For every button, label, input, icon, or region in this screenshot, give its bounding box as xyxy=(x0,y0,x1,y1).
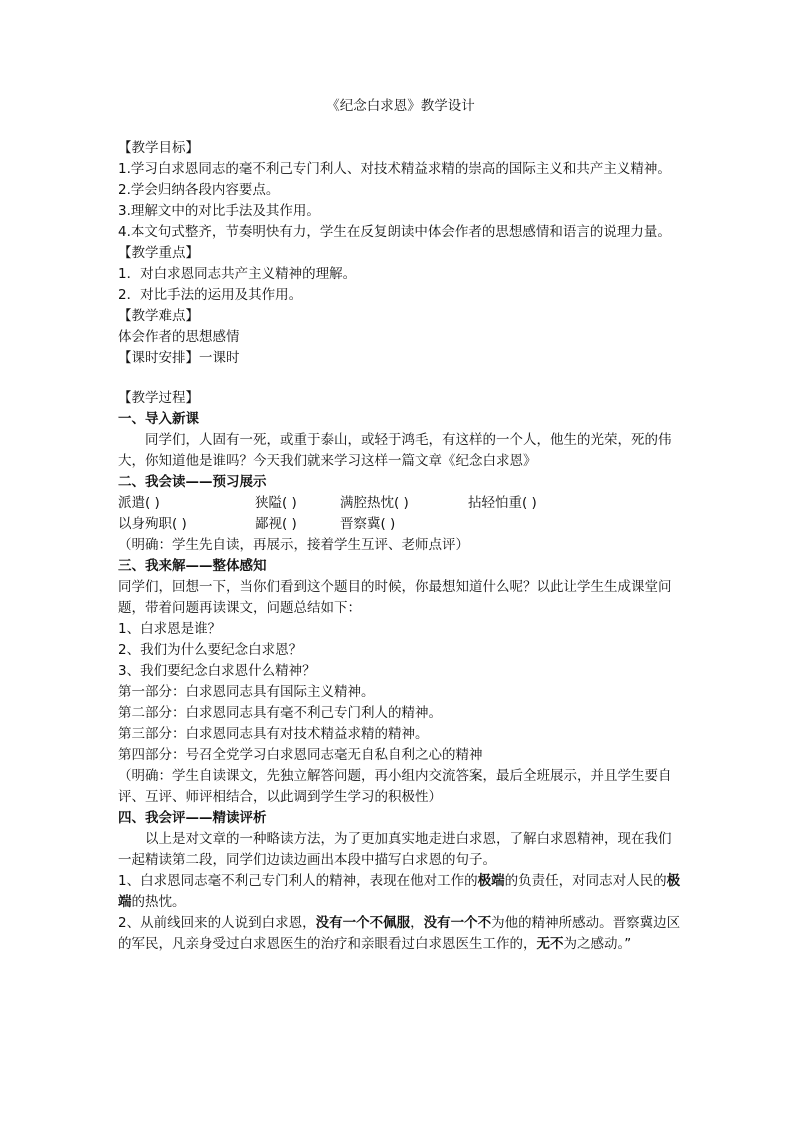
question-item: 1、白求恩是谁？ xyxy=(118,621,222,637)
vocab-item: 派遣( ) xyxy=(118,495,160,511)
vocab-item: 狭隘( ) xyxy=(255,495,297,511)
text-run: 的热忱。 xyxy=(131,894,186,910)
spacer xyxy=(118,369,683,388)
section-heading-overview: 三、我来解——整体感知 xyxy=(118,558,267,574)
vocab-item: 鄙视( ) xyxy=(255,516,297,532)
reading-note: （明确：学生先自读，再展示，接着学生互评、老师点评） xyxy=(118,537,469,553)
goal-item: 2.学会归纳各段内容要点。 xyxy=(118,182,280,198)
difficulty-text: 体会作者的思想感情 xyxy=(118,329,240,345)
process-heading: 【教学过程】 xyxy=(118,390,199,406)
part-summary: 第二部分：白求恩同志具有毫不利己专门利人的精神。 xyxy=(118,705,442,721)
vocab-item: 以身殉职( ) xyxy=(118,516,187,532)
text-run: 为他的精神所感动。晋察冀边区的军民，凡亲身受过白求恩医生的治疗和亲眼看过白求恩医生工作的， xyxy=(118,915,681,952)
vocab-item: 满腔热忱( ) xyxy=(340,495,409,511)
goal-item: 3.理解文中的对比手法及其作用。 xyxy=(118,203,320,219)
text-run: 为之感动。” xyxy=(563,936,632,952)
analysis-point-2 xyxy=(118,913,683,955)
document-title: 《纪念白求恩》教学设计 xyxy=(326,98,475,114)
text-run: ， xyxy=(410,915,424,931)
overview-note: （明确：学生自读课文，先独立解答问题，再小组内交流答案，最后全班展示，并且学生要自评、互评、师评相结合，以此调到学生学习的积极性） xyxy=(118,768,672,805)
emphasis: 极端 xyxy=(118,873,681,910)
goal-item: 1.学习白求恩同志的毫不利己专门利人、对技术精益求精的崇高的国际主义和共产主义精神。 xyxy=(118,161,671,177)
vocab-item: 晋察冀( ) xyxy=(340,516,396,532)
intro-paragraph: 同学们，人固有一死，或重于泰山，或轻于鸿毛，有这样的一个人，他生的光荣，死的伟大，你知道他是谁吗？今天我们就来学习这样一篇文章《纪念白求恩》 xyxy=(118,432,672,469)
text-run: 1、白求恩同志毫不利己专门利人的精神，表现在他对工作的 xyxy=(118,873,478,889)
part-summary: 第四部分：号召全党学习白求恩同志毫无自私自利之心的精神 xyxy=(118,747,483,763)
section-heading-intro: 一、导入新课 xyxy=(118,411,199,427)
emphasis: 极端 xyxy=(477,873,505,889)
schedule-line: 【课时安排】一课时 xyxy=(118,350,240,366)
vocab-item: 拈轻怕重( ) xyxy=(468,495,537,511)
keypoint-item: 1．对白求恩同志共产主义精神的理解。 xyxy=(118,266,357,282)
text-run: 2、从前线回来的人说到白求恩， xyxy=(118,915,316,931)
vocab-row xyxy=(118,514,683,535)
emphasis: 没有一个不佩服 xyxy=(315,915,411,931)
section-heading-reading: 二、我会读——预习展示 xyxy=(118,474,267,490)
goals-heading: 【教学目标】 xyxy=(118,140,199,156)
document-page xyxy=(118,94,683,955)
overview-intro: 同学们，回想一下，当你们看到这个题目的时候，你最想知道什么呢？以此让学生生成课堂问题，带着问题再读课文，问题总结如下： xyxy=(118,579,672,616)
goal-item: 4.本文句式整齐，节奏明快有力，学生在反复朗读中体会作者的思想感情和语言的说理力量。 xyxy=(118,224,671,240)
text-run: 的负责任，对同志对人民的 xyxy=(504,873,667,889)
emphasis: 无不 xyxy=(536,936,564,952)
keypoint-item: 2．对比手法的运用及其作用。 xyxy=(118,287,303,303)
emphasis: 没有一个不 xyxy=(423,915,492,931)
part-summary: 第一部分：白求恩同志具有国际主义精神。 xyxy=(118,684,375,700)
keypoints-heading: 【教学重点】 xyxy=(118,245,199,261)
section-heading-analysis: 四、我会评——精读评析 xyxy=(118,810,267,826)
question-item: 2、我们为什么要纪念白求恩？ xyxy=(118,642,303,658)
analysis-intro: 以上是对文章的一种略读方法，为了更加真实地走进白求恩，了解白求恩精神，现在我们一起精读第二段，同学们边读边画出本段中描写白求恩的句子。 xyxy=(118,831,672,868)
difficulty-heading: 【教学难点】 xyxy=(118,308,199,324)
question-item: 3、我们要纪念白求恩什么精神？ xyxy=(118,663,316,679)
analysis-point-1 xyxy=(118,871,683,913)
vocab-row xyxy=(118,493,683,514)
part-summary: 第三部分：白求恩同志具有对技术精益求精的精神。 xyxy=(118,726,429,742)
